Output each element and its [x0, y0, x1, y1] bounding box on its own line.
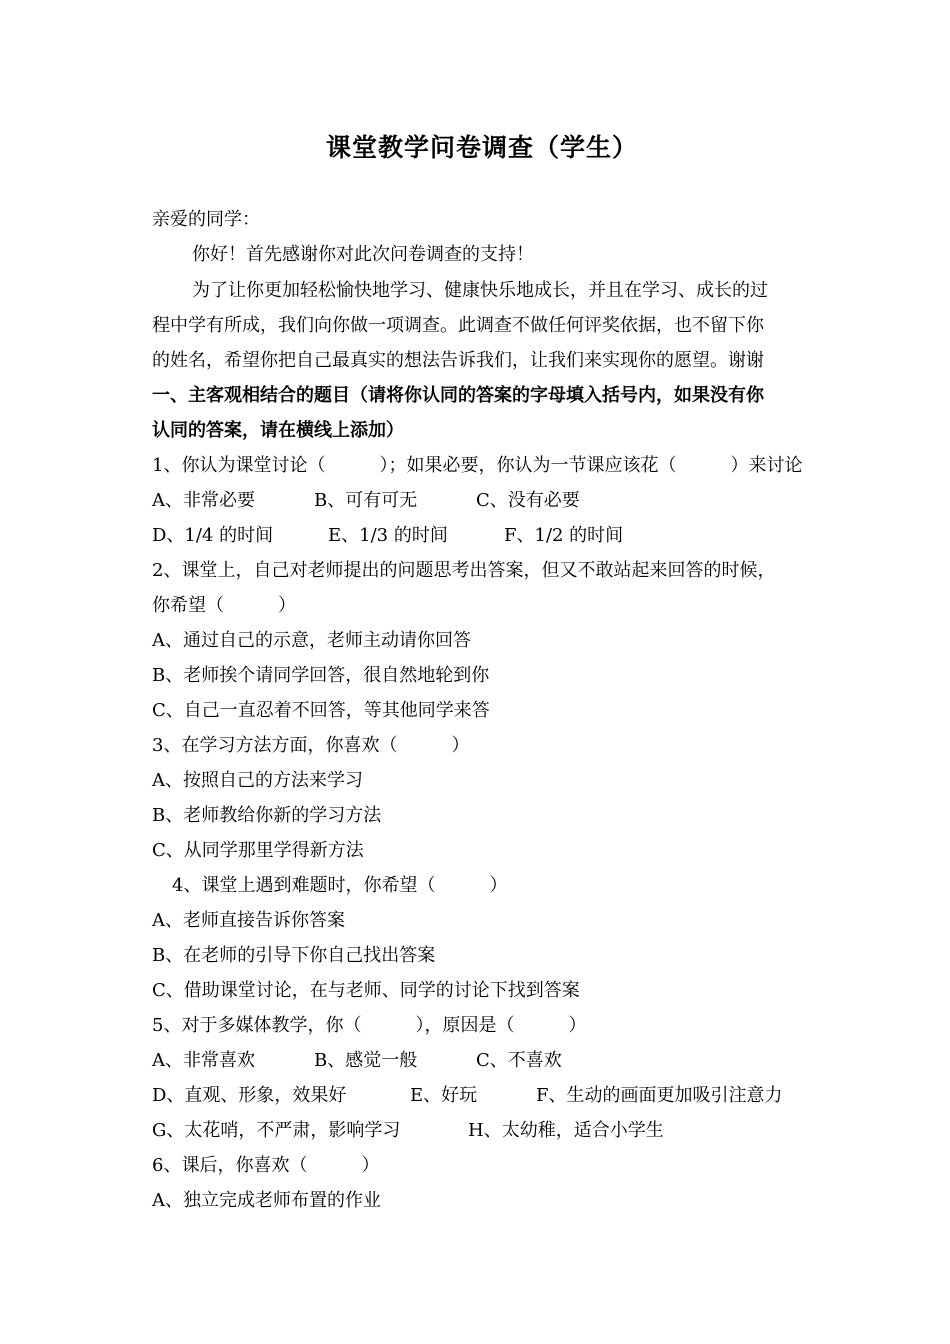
question-5-option-g: G、太花哨，不严肃，影响学习 — [152, 1120, 401, 1141]
question-5-stem: 5、对于多媒体教学，你（ ），原因是（ ） — [152, 1015, 587, 1036]
greeting: 亲爱的同学： — [152, 209, 260, 230]
section-heading-line-1: 一、主客观相结合的题目（请将你认同的答案的字母填入括号内，如果没有你 — [152, 385, 764, 406]
question-5-options-row-3 — [152, 1119, 812, 1143]
question-5-option-c: C、不喜欢 — [476, 1050, 562, 1071]
question-4-option-c: C、借助课堂讨论，在与老师、同学的讨论下找到答案 — [152, 980, 580, 1001]
question-5-option-a: A、非常喜欢 — [152, 1050, 255, 1071]
question-4-stem: 4、课堂上遇到难题时，你希望（ ） — [172, 875, 508, 896]
question-2-option-c: C、自己一直忍着不回答，等其他同学来答 — [152, 700, 490, 721]
question-5-option-d: D、直观、形象，效果好 — [152, 1085, 347, 1106]
question-1-options-row-2 — [152, 524, 812, 548]
question-1-option-d: D、1/4 的时间 — [152, 525, 274, 546]
question-4-option-a: A、老师直接告诉你答案 — [152, 910, 345, 931]
question-1-option-a: A、非常必要 — [152, 490, 255, 511]
section-heading-line-2: 认同的答案，请在横线上添加） — [152, 420, 404, 441]
question-5-option-e: E、好玩 — [410, 1085, 478, 1106]
question-3-option-a: A、按照自己的方法来学习 — [152, 770, 363, 791]
question-3-option-b: B、老师教给你新的学习方法 — [152, 805, 382, 826]
question-1-options-row-1 — [152, 489, 812, 513]
question-5-options-row-2 — [152, 1084, 812, 1108]
question-3-stem: 3、在学习方法方面，你喜欢（ ） — [152, 735, 470, 756]
intro-paragraph-2-line-2: 程中学有所成，我们向你做一项调查。此调查不做任何评奖依据，也不留下你 — [152, 315, 764, 336]
question-3-option-c: C、从同学那里学得新方法 — [152, 840, 364, 861]
intro-paragraph-1: 你好！首先感谢你对此次问卷调查的支持！ — [192, 244, 534, 265]
question-1-option-c: C、没有必要 — [476, 490, 580, 511]
question-1-option-b: B、可有可无 — [314, 490, 418, 511]
question-5-option-h: H、太幼稚，适合小学生 — [468, 1120, 664, 1141]
question-1-option-f: F、1/2 的时间 — [504, 525, 624, 546]
question-6-stem: 6、课后，你喜欢（ ） — [152, 1155, 380, 1176]
question-1-stem: 1、你认为课堂讨论（ ）；如果必要，你认为一节课应该花（ ）来讨论 — [152, 455, 803, 476]
question-5-options-row-1 — [152, 1049, 812, 1073]
question-6-option-a: A、独立完成老师布置的作业 — [152, 1190, 381, 1211]
question-5-option-b: B、感觉一般 — [314, 1050, 418, 1071]
intro-paragraph-2-line-1: 为了让你更加轻松愉快地学习、健康快乐地成长，并且在学习、成长的过 — [192, 280, 768, 301]
question-5-option-f: F、生动的画面更加吸引注意力 — [536, 1085, 783, 1106]
question-2-option-a: A、通过自己的示意，老师主动请你回答 — [152, 630, 471, 651]
question-2-stem-line-1: 2、课堂上，自己对老师提出的问题思考出答案，但又不敢站起来回答的时候， — [152, 560, 776, 581]
question-2-option-b: B、老师挨个请同学回答，很自然地轮到你 — [152, 665, 490, 686]
question-2-stem-line-2: 你希望（ ） — [152, 595, 296, 616]
question-4-option-b: B、在老师的引导下你自己找出答案 — [152, 945, 436, 966]
question-1-option-e: E、1/3 的时间 — [328, 525, 448, 546]
document-title: 课堂教学问卷调查（学生） — [325, 133, 638, 162]
intro-paragraph-2-line-3: 的姓名，希望你把自己最真实的想法告诉我们，让我们来实现你的愿望。谢谢 — [152, 350, 764, 371]
